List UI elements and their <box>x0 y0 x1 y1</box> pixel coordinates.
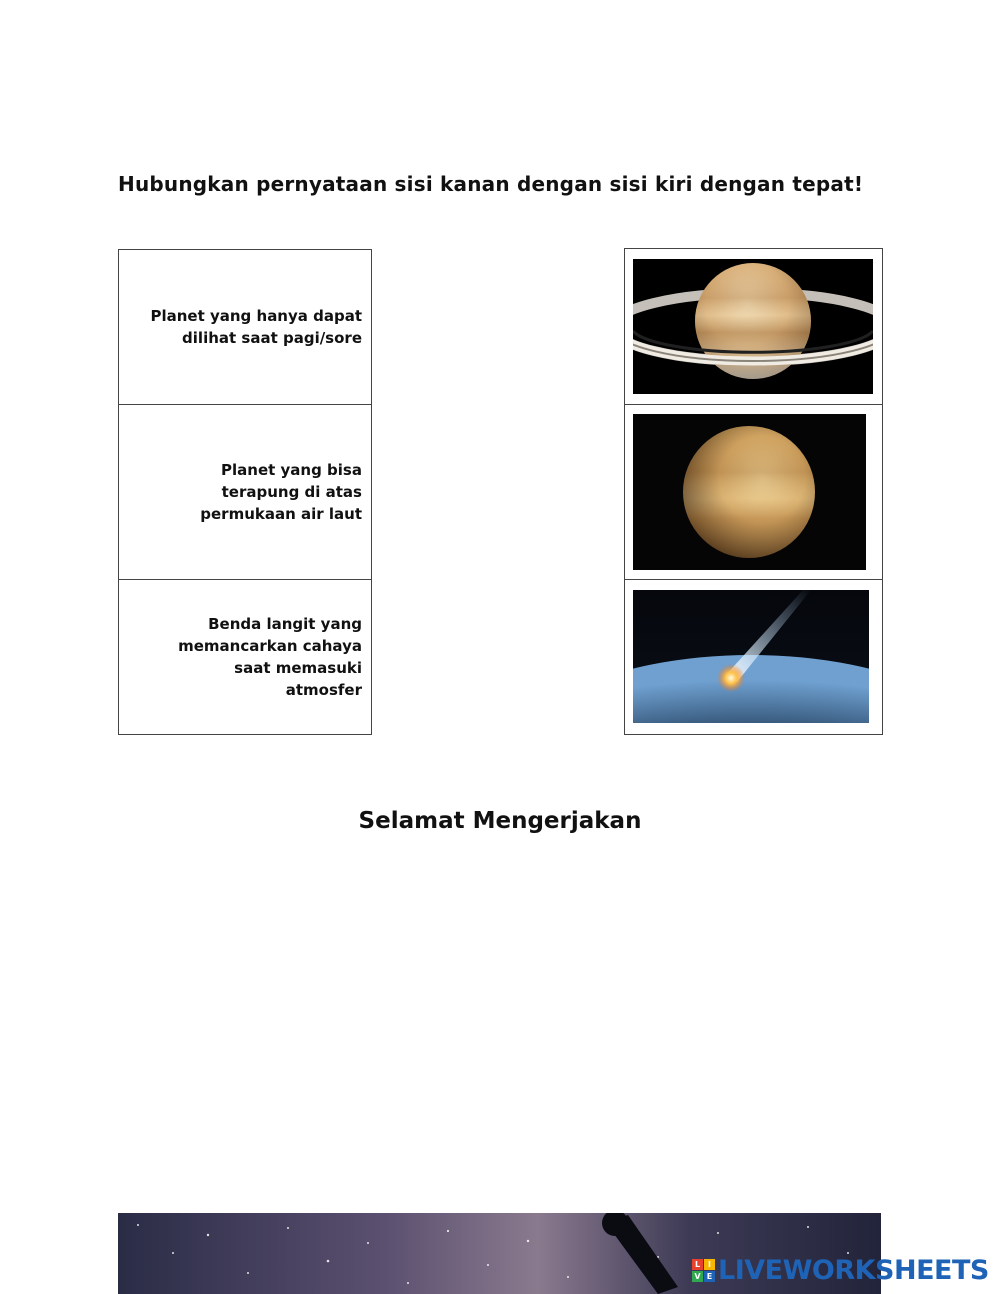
liveworksheets-watermark <box>692 1256 989 1284</box>
statement-column <box>118 249 370 735</box>
picture-box-meteor[interactable] <box>624 580 883 735</box>
closing-message: Selamat Mengerjakan <box>358 808 642 834</box>
instruction-heading: Hubungkan pernyataan sisi kanan dengan sisi kiri dengan tepat! <box>118 172 864 196</box>
statement-box-2[interactable] <box>118 405 372 580</box>
statement-text-2: Planet yang bisa terapung di atas permukaan air laut <box>200 461 362 523</box>
picture-column <box>624 248 883 735</box>
liveworksheets-logo-icon <box>692 1259 715 1282</box>
saturn-image <box>633 259 873 394</box>
meteor-image <box>633 590 869 723</box>
logo-letter-i: I <box>704 1259 715 1270</box>
venus-image <box>633 414 866 570</box>
statement-box-1[interactable] <box>118 249 372 405</box>
logo-letter-v: V <box>692 1271 703 1282</box>
logo-letter-l: L <box>692 1259 703 1270</box>
liveworksheets-wordmark: LIVEWORKSHEETS <box>718 1254 989 1286</box>
logo-letter-e: E <box>704 1271 715 1282</box>
picture-box-venus[interactable] <box>624 405 883 580</box>
statement-text-1: Planet yang hanya dapat dilihat saat pagi/sore <box>150 307 362 347</box>
statement-box-3[interactable] <box>118 580 372 735</box>
statement-text-3: Benda langit yang memancarkan cahaya saat memasuki atmosfer <box>178 615 362 699</box>
picture-box-saturn[interactable] <box>624 248 883 405</box>
